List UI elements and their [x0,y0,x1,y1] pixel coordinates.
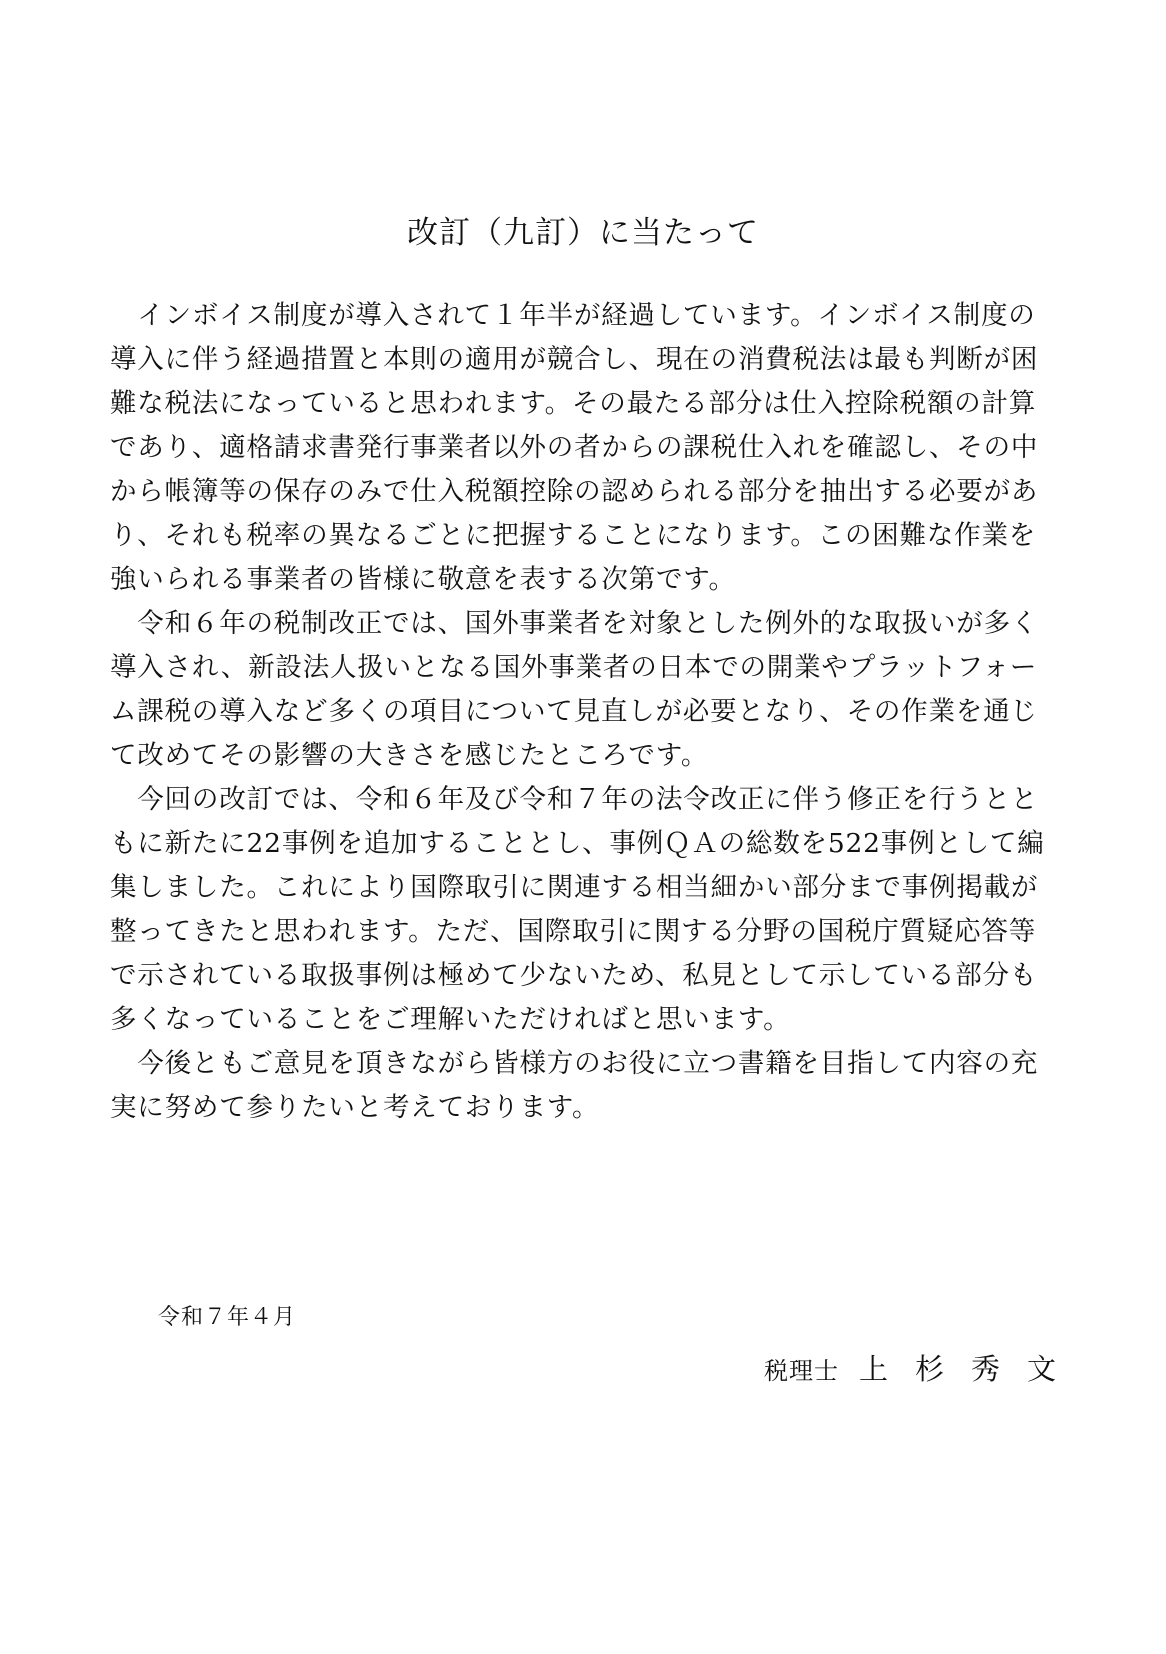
text-line: であり、適格請求書発行事業者以外の者からの課税仕入れを確認し、その中 [110,432,1039,463]
text-line: 導入され、新設法人扱いとなる国外事業者の日本での開業やプラットフォー [110,652,1038,683]
text-line: もに新たに22事例を追加することとし、事例ＱＡの総数を522事例として編 [110,828,1045,859]
text-line: 強いられる事業者の皆様に敬意を表する次第です。 [110,564,736,595]
text-line: から帳簿等の保存のみで仕入税額控除の認められる部分を抽出する必要があ [110,476,1039,507]
text-line: 実に努めて参りたいと考えております。 [110,1092,600,1123]
signature-role: 税理士 [763,1357,839,1385]
text-line: 令和６年の税制改正では、国外事業者を対象とした例外的な取扱いが多く [110,608,1039,639]
text-line: 整ってきたと思われます。ただ、国際取引に関する分野の国税庁質疑応答等 [110,916,1037,947]
text-line: 今後ともご意見を頂きながら皆様方のお役に立つ書籍を目指して内容の充 [110,1048,1039,1079]
text-line: 今回の改訂では、令和６年及び令和７年の法令改正に伴う修正を行うとと [110,784,1039,815]
page-title: 改訂（九訂）に当たって [407,215,759,251]
text-line: インボイス制度が導入されて１年半が経過しています。インボイス制度の [110,300,1036,331]
text-line: 集しました。これにより国際取引に関連する相当細かい部分まで事例掲載が [110,872,1039,903]
text-line: り、それも税率の異なるごとに把握することになります。この困難な作業を [110,520,1037,551]
text-line: 難な税法になっていると思われます。その最たる部分は仕入控除税額の計算 [110,388,1037,419]
signature-name: 上杉秀文 [858,1352,1083,1386]
signature [763,1352,1083,1388]
text-line: ム課税の導入など多くの項目について見直しが必要となり、その作業を通じ [110,696,1038,727]
date: 令和７年４月 [158,1305,297,1330]
text-line: て改めてその影響の大きさを感じたところです。 [110,740,709,771]
text-line: で示されている取扱事例は極めて少ないため、私見として示している部分も [110,960,1038,991]
text-line: 導入に伴う経過措置と本則の適用が競合し、現在の消費税法は最も判断が困 [110,344,1039,375]
text-line: 多くなっていることをご理解いただければと思います。 [110,1004,791,1035]
